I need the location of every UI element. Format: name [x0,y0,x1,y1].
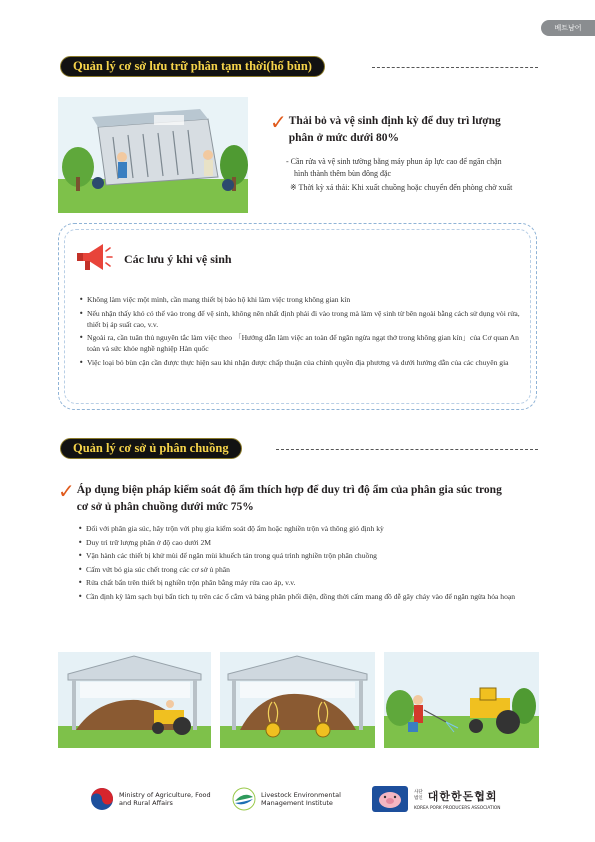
institute-name-line1: Livestock Environmental [261,791,341,799]
caution-item: • Việc loại bỏ bùn cặn cần được thực hiện sau khi nhận được chấp thuận của chính quyền địa phương và dưới hướng dẫn của các chuyên gia [79,357,524,368]
section2-title: Quản lý cơ sở ủ phân chuồng [60,438,242,459]
section2-item: • Vận hành các thiết bị khử mùi để ngăn mùi khuếch tán trong quá trình nghiền trộn phân chuồng [78,550,538,561]
caution-item: • Ngoài ra, cần tuân thủ nguyên tắc làm việc theo 「Hướng dẫn làm việc an toàn để ngăn ngừa ngạt thở trong không gian kín」của Cơ quan An toàn và sức khỏe nghề nghiệp Hàn quốc [79,332,524,354]
footer [0,782,595,818]
pig-emblem-icon [372,786,408,812]
association-tag-bottom: 법인 [414,795,423,801]
section2-heading [58,479,538,516]
section2-item: • Rửa chất bẩn trên thiết bị nghiền trộn phân bằng máy rửa cao áp, v.v. [78,577,538,588]
checkmark-icon: ✓ [270,110,287,134]
ministry-logo [90,787,211,811]
caution-box [58,223,537,410]
section1-sub-line1: - Cần rửa và vệ sinh tường bằng máy phun áp lực cao để ngăn chặn [286,157,502,166]
ministry-name-line2: and Rural Affairs [119,799,173,807]
leaf-emblem-icon [232,787,256,811]
institute-name-line2: Management Institute [261,799,333,807]
equipment-washing-illustration [384,652,539,748]
association-name-english: KOREA PORK PRODUCERS ASSOCIATION [414,805,501,811]
checkmark-icon: ✓ [58,479,75,503]
section1-divider [372,67,538,68]
section1-title: Quản lý cơ sở lưu trữ phân tạm thời(hố bùn) [60,56,325,77]
taegeuk-emblem-icon [90,787,114,811]
caution-list [79,294,524,370]
manure-pit-cleaning-illustration [58,97,248,213]
ministry-name-line1: Ministry of Agriculture, Food [119,791,211,799]
association-name: 대한한돈협회 [427,789,498,803]
section1-sub-line2: hình thành thêm bùn đông đặc [294,168,392,178]
compost-ventilation-illustration [220,652,375,748]
pork-producers-logo [372,786,500,812]
section1-heading-line2: phân ở mức dưới 80% [288,132,400,144]
section1-heading [270,110,501,147]
livestock-institute-logo [232,787,341,811]
section2-heading-line1: Áp dụng biện pháp kiểm soát độ ẩm thích hợp để duy trì độ ẩm của phân gia súc trong [76,484,502,496]
section1-sub [286,156,512,194]
megaphone-icon [75,241,113,280]
section2-item: • Cấm vứt bỏ gia súc chết trong các cơ sở ủ phân [78,564,538,575]
section2-item: • Duy trì trữ lượng phân ở độ cao dưới 2M [78,537,538,548]
section2-item: • Cần định kỳ làm sạch bụi bẩn tích tụ trên các ổ cắm và bảng phân phối điện, đồng thời cấm mang đồ dễ gây cháy vào để ngăn ngừa hỏa hoạn [78,591,538,602]
section2-divider [276,449,538,450]
association-tag-top: 사단 [414,790,423,795]
section1-heading-line1: Thải bỏ và vệ sinh định kỳ để duy trì lượng [288,115,501,127]
compost-turning-illustration [58,652,211,748]
caution-item: • Nếu nhận thấy khó có thể vào trong để vệ sinh, không nên nhất định phải đi vào trong mà làm vệ sinh từ bên ngoài bằng cách sử dụng vòi rửa, thiết bị áp suất cao, v.v. [79,308,524,330]
language-tab: 베트남어 [541,20,595,36]
caution-item: • Không làm việc một mình, cần mang thiết bị bảo hộ khi làm việc trong không gian kín [79,294,524,305]
section2-heading-line2: cơ sở ủ phân chuồng dưới mức 75% [76,501,254,513]
section2-item: • Đối với phân gia súc, hãy trộn với phụ gia kiểm soát độ ẩm hoặc nghiền trộn và thông gió định kỳ [78,523,538,534]
caution-title: Các lưu ý khi vệ sinh [124,252,232,266]
section2-list [78,523,538,604]
section1-sub-note: ※ Thời kỳ xả thải: Khi xuất chuồng hoặc chuyển đến phòng chờ xuất [290,183,513,192]
